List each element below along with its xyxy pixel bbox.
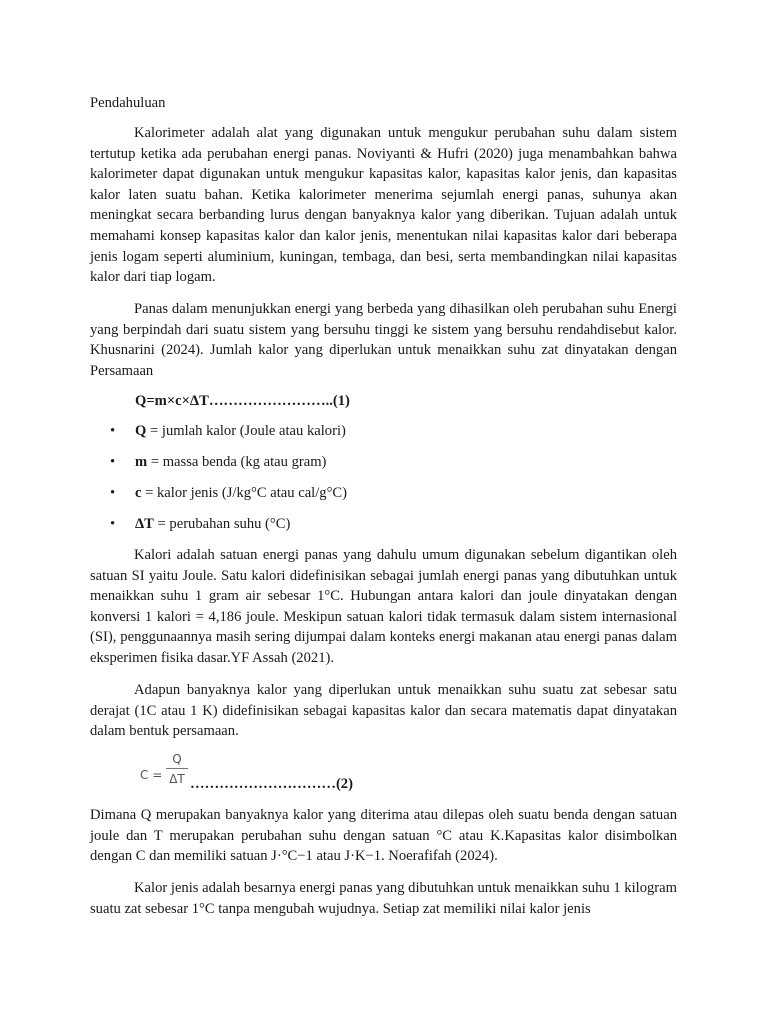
- variable-description: = jumlah kalor (Joule atau kalori): [146, 423, 346, 439]
- variable-description: = kalor jenis (J/kg°C atau cal/g°C): [141, 485, 348, 501]
- bullet-icon: •: [110, 454, 116, 470]
- paragraph-kalor-jenis: Kalor jenis adalah besarnya energi panas yang dibutuhkan untuk menaikkan suhu 1 kilogram suatu zat sebesar 1°C tanpa mengubah wujudnya. Setiap zat memiliki nilai kalor jenis: [90, 880, 677, 917]
- variable-term: ΔT: [135, 516, 154, 532]
- equation-2: [140, 752, 680, 792]
- bullet-icon: •: [110, 423, 116, 439]
- fraction-denominator: ΔT: [169, 772, 185, 786]
- paragraph-dimana: Dimana Q merupakan banyaknya kalor yang diterima atau dilepas oleh suatu benda dengan satuan joule dan T merupakan perubahan suhu dengan satuan °C atau K.Kapasitas kalor disimbolkan dengan C dan memiliki satuan J·°C−1 atau J·K−1. Noerafifah (2024).: [90, 807, 677, 865]
- equation-1: Q=m×c×ΔT……………………..(1): [135, 393, 350, 409]
- paragraph-kalorimeter: Kalorimeter adalah alat yang digunakan untuk mengukur perubahan suhu dalam sistem tertutup ketika ada perubahan energi panas. Noviyanti & Hufri (2020) juga menambahkan bahwa kalorimeter dapat digunakan untuk mengukur kapasitas kalor, kapasitas kalor jenis, dan kapasitas kalor laten suatu bahan. Ketika kalorimeter menerima sejumlah energi panas, suhunya akan meningkat secara berbanding lurus dengan banyaknya kalor yang diberikan. Tujuan adalah untuk memahami konsep kapasitas kalor dan kalor jenis, menentukan nilai kapasitas kalor dari beberapa jenis logam seperti aluminium, kuningan, tembaga, dan besi, serta membandingkan nilai kapasitas kalor dari tiap logam.: [90, 125, 677, 286]
- equation-2-lhs: C =: [140, 768, 163, 782]
- list-item: [90, 421, 677, 452]
- fraction-bar: [166, 768, 188, 769]
- variable-term: c: [135, 485, 142, 501]
- variable-description: = massa benda (kg atau gram): [147, 454, 327, 470]
- list-item: [90, 514, 677, 545]
- list-item: [90, 483, 677, 514]
- equation-2-number: …………………………(2): [190, 776, 353, 792]
- list-item: [90, 452, 677, 483]
- equation-2-fraction: [166, 752, 188, 786]
- variable-term: Q: [135, 423, 147, 439]
- paragraph-kalori: Kalori adalah satuan energi panas yang dahulu umum digunakan sebelum digantikan oleh satuan SI yaitu Joule. Satu kalori didefinisikan sebagai jumlah energi panas yang dibutuhkan untuk menaikkan suhu 1 gram air sebesar 1°C. Hubungan antara kalori dan joule dinyatakan dengan konversi 1 kalori = 4,186 joule. Meskipun satuan kalori tidak termasuk dalam sistem internasional (SI), penggunaannya masih sering dijumpai dalam konteks energi makanan atau energi panas dalam eksperimen fisika dasar.YF Assah (2021).: [90, 547, 677, 666]
- paragraph-panas: Panas dalam menunjukkan energi yang berbeda yang dihasilkan oleh perubahan suhu Energi yang berpindah dari suatu sistem yang bersuhu tinggi ke sistem yang bersuhu rendahdisebut kalor. Khusnarini (2024). Jumlah kalor yang diperlukan untuk menaikkan suhu zat dinyatakan dengan Persamaan: [90, 301, 677, 379]
- variable-description: = perubahan suhu (°C): [153, 516, 291, 532]
- bullet-icon: •: [110, 516, 116, 532]
- variable-term: m: [135, 454, 148, 470]
- bullet-icon: •: [110, 485, 116, 501]
- variable-list: [90, 421, 677, 545]
- fraction-numerator: Q: [172, 752, 182, 766]
- section-heading: Pendahuluan: [90, 95, 166, 111]
- paragraph-kapasitas-kalor: Adapun banyaknya kalor yang diperlukan untuk menaikkan suhu suatu zat sebesar satu derajat (1C atau 1 K) didefinisikan sebagai kapasitas kalor dan secara matematis dapat dinyatakan dalam bentuk persamaan.: [90, 682, 677, 740]
